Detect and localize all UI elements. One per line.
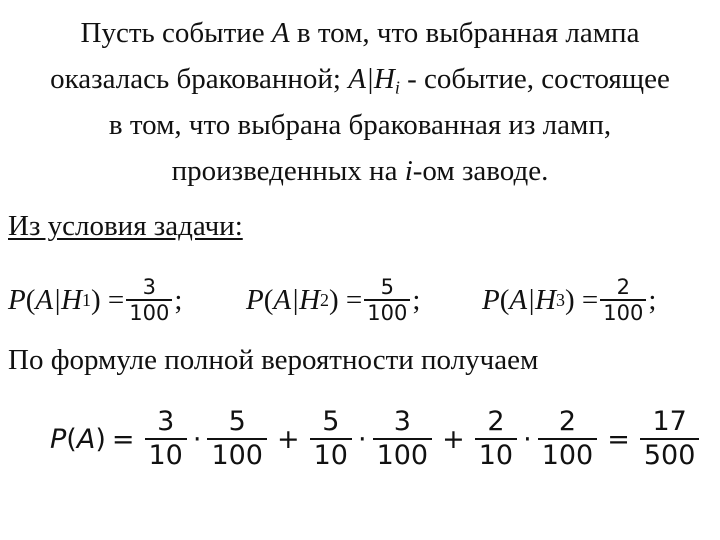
fraction: $\frac{3}{100}$ <box>126 275 172 325</box>
fraction: $\frac{5}{10}$ <box>310 406 352 473</box>
fraction: $\frac{5}{100}$ <box>207 406 267 473</box>
plus-sign: + <box>442 423 465 455</box>
condition-h1: P ( A|H 1 ) = $\frac{3}{100}$ ; <box>8 274 183 325</box>
given-conditions <box>8 268 708 332</box>
fraction: $\frac{5}{100}$ <box>364 275 410 325</box>
statement-line: произведенных на i-ом заводе. <box>171 155 549 187</box>
statement-line: в том, что выбрана бракованная из ламп, <box>108 109 612 141</box>
multiply-dot: · <box>523 423 532 455</box>
result-fraction: $\frac{17}{500}$ <box>640 406 700 473</box>
fraction: $\frac{3}{100}$ <box>373 406 433 473</box>
fraction: $\frac{2}{10}$ <box>475 406 517 473</box>
statement-line: оказалась бракованной; $A|H_i$ - событие, состоящее <box>50 63 670 98</box>
section-heading: Из условия задачи: <box>8 210 243 242</box>
condition-h2: P ( A|H 2 ) = $\frac{5}{100}$ ; <box>246 274 421 325</box>
formula-intro-text: По формуле полной вероятности получаем <box>8 344 539 376</box>
multiply-dot: · <box>192 423 202 455</box>
equals-sign: = <box>111 423 135 455</box>
equals-sign: = <box>607 423 630 455</box>
condition-h3: P ( A|H 3 ) = $\frac{2}{100}$ ; <box>482 274 657 325</box>
plus-sign: + <box>277 423 300 455</box>
fraction: $\frac{2}{100}$ <box>538 406 598 473</box>
equation-lhs: P(A) <box>50 423 106 455</box>
fraction: $\frac{2}{100}$ <box>600 275 646 325</box>
fraction: $\frac{3}{10}$ <box>145 406 187 473</box>
multiply-dot: · <box>357 423 367 455</box>
statement-line: Пусть событие A в том, что выбранная лампа <box>80 17 640 49</box>
total-probability-equation <box>50 398 710 480</box>
problem-statement <box>0 10 720 194</box>
